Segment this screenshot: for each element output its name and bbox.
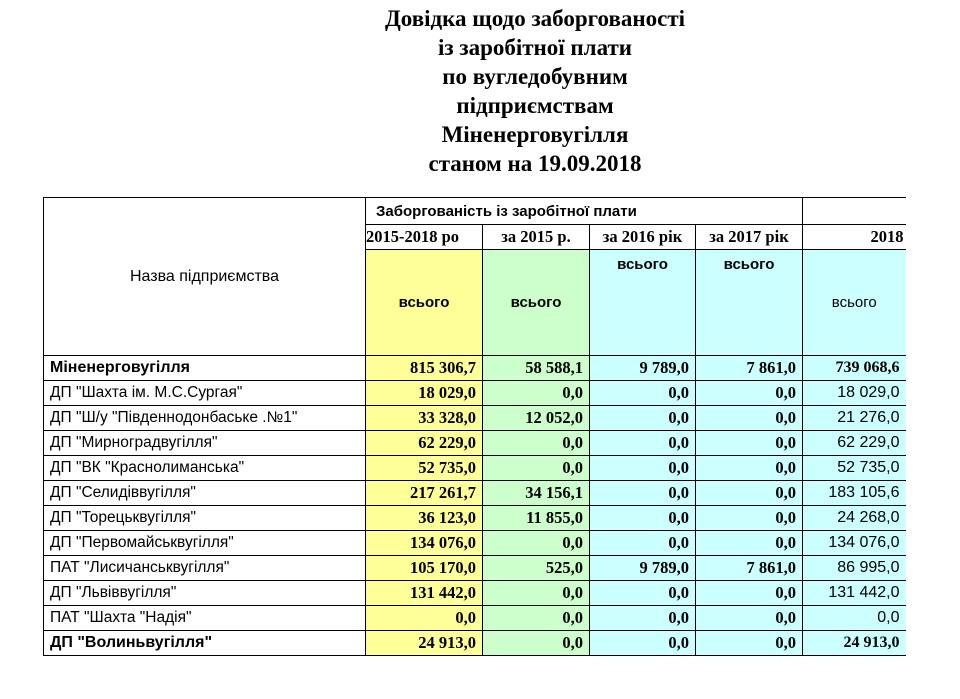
header-total: всього — [483, 250, 590, 356]
header-year: за 2017 рік — [696, 225, 803, 250]
header-year: за 2016 рік — [590, 225, 696, 250]
debt-value: 0,0 — [590, 406, 696, 431]
title-line: підприємствам — [456, 93, 614, 118]
debt-value: 0,0 — [696, 606, 803, 631]
debt-value: 134 076,0 — [803, 531, 906, 556]
header-total: всього — [803, 250, 906, 356]
debt-value: 0,0 — [803, 606, 906, 631]
company-name: ДП "Селидіввугілля" — [44, 481, 366, 506]
debt-value: 52 735,0 — [366, 456, 483, 481]
debt-value: 0,0 — [590, 506, 696, 531]
debt-value: 0,0 — [696, 631, 803, 656]
debt-value: 24 913,0 — [366, 631, 483, 656]
table-row — [44, 531, 906, 556]
debt-value: 7 861,0 — [696, 356, 803, 381]
debt-value: 0,0 — [590, 581, 696, 606]
debt-value: 0,0 — [483, 531, 590, 556]
debt-value: 0,0 — [590, 481, 696, 506]
debt-value: 11 855,0 — [483, 506, 590, 531]
header-year: 2018 — [803, 225, 906, 250]
debt-value: 24 913,0 — [803, 631, 906, 656]
table-row — [44, 581, 906, 606]
debt-value: 0,0 — [696, 506, 803, 531]
company-name: ДП "Волиньвугілля" — [44, 631, 366, 656]
debt-value: 0,0 — [696, 456, 803, 481]
debt-value: 739 068,6 — [803, 356, 906, 381]
debt-value: 24 268,0 — [803, 506, 906, 531]
table-row — [44, 431, 906, 456]
debt-table — [43, 197, 906, 656]
debt-value: 0,0 — [590, 381, 696, 406]
table-row — [44, 556, 906, 581]
debt-value: 34 156,1 — [483, 481, 590, 506]
debt-value: 33 328,0 — [366, 406, 483, 431]
company-name: ДП "Львіввугілля" — [44, 581, 366, 606]
debt-value: 0,0 — [590, 631, 696, 656]
debt-value: 9 789,0 — [590, 356, 696, 381]
table-row — [44, 406, 906, 431]
debt-value: 0,0 — [696, 431, 803, 456]
debt-value: 0,0 — [590, 456, 696, 481]
debt-value: 105 170,0 — [366, 556, 483, 581]
company-name: ДП "Ш/у "Південнодонбаське .№1" — [44, 406, 366, 431]
table-row — [44, 631, 906, 656]
debt-value: 0,0 — [483, 431, 590, 456]
company-name: Міненерговугілля — [44, 356, 366, 381]
debt-value: 0,0 — [483, 581, 590, 606]
debt-value: 58 588,1 — [483, 356, 590, 381]
debt-value: 18 029,0 — [366, 381, 483, 406]
table-row — [44, 606, 906, 631]
debt-value: 0,0 — [696, 531, 803, 556]
title-line: станом на 19.09.2018 — [428, 151, 642, 176]
header-year: 2015-2018 ро — [366, 225, 483, 250]
header-group: Заборгованість із заробітної плати — [366, 198, 803, 225]
debt-value: 217 261,7 — [366, 481, 483, 506]
debt-value: 36 123,0 — [366, 506, 483, 531]
debt-value: 0,0 — [696, 581, 803, 606]
header-total: всього — [590, 250, 696, 356]
company-name: ДП "Торецьквугілля" — [44, 506, 366, 531]
header-total: всього — [366, 250, 483, 356]
debt-value: 0,0 — [483, 606, 590, 631]
debt-value: 0,0 — [696, 481, 803, 506]
header-company-name: Назва підприємства — [44, 198, 366, 356]
header-year: за 2015 р. — [483, 225, 590, 250]
company-name: ПАТ "Лисичанськвугілля" — [44, 556, 366, 581]
debt-value: 525,0 — [483, 556, 590, 581]
debt-value: 7 861,0 — [696, 556, 803, 581]
debt-value: 183 105,6 — [803, 481, 906, 506]
debt-value: 0,0 — [366, 606, 483, 631]
debt-value: 134 076,0 — [366, 531, 483, 556]
table-row — [44, 381, 906, 406]
title-line: по вугледобувним — [442, 64, 628, 89]
debt-value: 815 306,7 — [366, 356, 483, 381]
debt-value: 0,0 — [696, 381, 803, 406]
title-line: із заробітної плати — [437, 35, 633, 60]
debt-value: 12 052,0 — [483, 406, 590, 431]
table-row — [44, 356, 906, 381]
table-row — [44, 481, 906, 506]
table-row — [44, 456, 906, 481]
table-row — [44, 506, 906, 531]
title-line: Міненерговугілля — [441, 122, 629, 147]
company-name: ДП "Первомайськвугілля" — [44, 531, 366, 556]
debt-value: 9 789,0 — [590, 556, 696, 581]
debt-value: 62 229,0 — [366, 431, 483, 456]
debt-value: 0,0 — [590, 606, 696, 631]
company-name: ДП "Мирноградвугілля" — [44, 431, 366, 456]
company-name: ПАТ "Шахта "Надія" — [44, 606, 366, 631]
document-title — [0, 4, 960, 178]
debt-value: 0,0 — [483, 381, 590, 406]
company-name: ДП "Шахта ім. М.С.Сургая" — [44, 381, 366, 406]
debt-value: 0,0 — [483, 456, 590, 481]
debt-value: 131 442,0 — [803, 581, 906, 606]
header-total: всього — [696, 250, 803, 356]
header-blank — [803, 198, 906, 225]
company-name: ДП "ВК "Краснолиманська" — [44, 456, 366, 481]
debt-value: 18 029,0 — [803, 381, 906, 406]
debt-value: 52 735,0 — [803, 456, 906, 481]
debt-value: 21 276,0 — [803, 406, 906, 431]
debt-value: 0,0 — [590, 531, 696, 556]
title-line: Довідка щодо заборгованості — [384, 6, 686, 31]
debt-value: 0,0 — [590, 431, 696, 456]
debt-value: 62 229,0 — [803, 431, 906, 456]
debt-value: 86 995,0 — [803, 556, 906, 581]
debt-value: 0,0 — [696, 406, 803, 431]
debt-value: 0,0 — [483, 631, 590, 656]
debt-value: 131 442,0 — [366, 581, 483, 606]
